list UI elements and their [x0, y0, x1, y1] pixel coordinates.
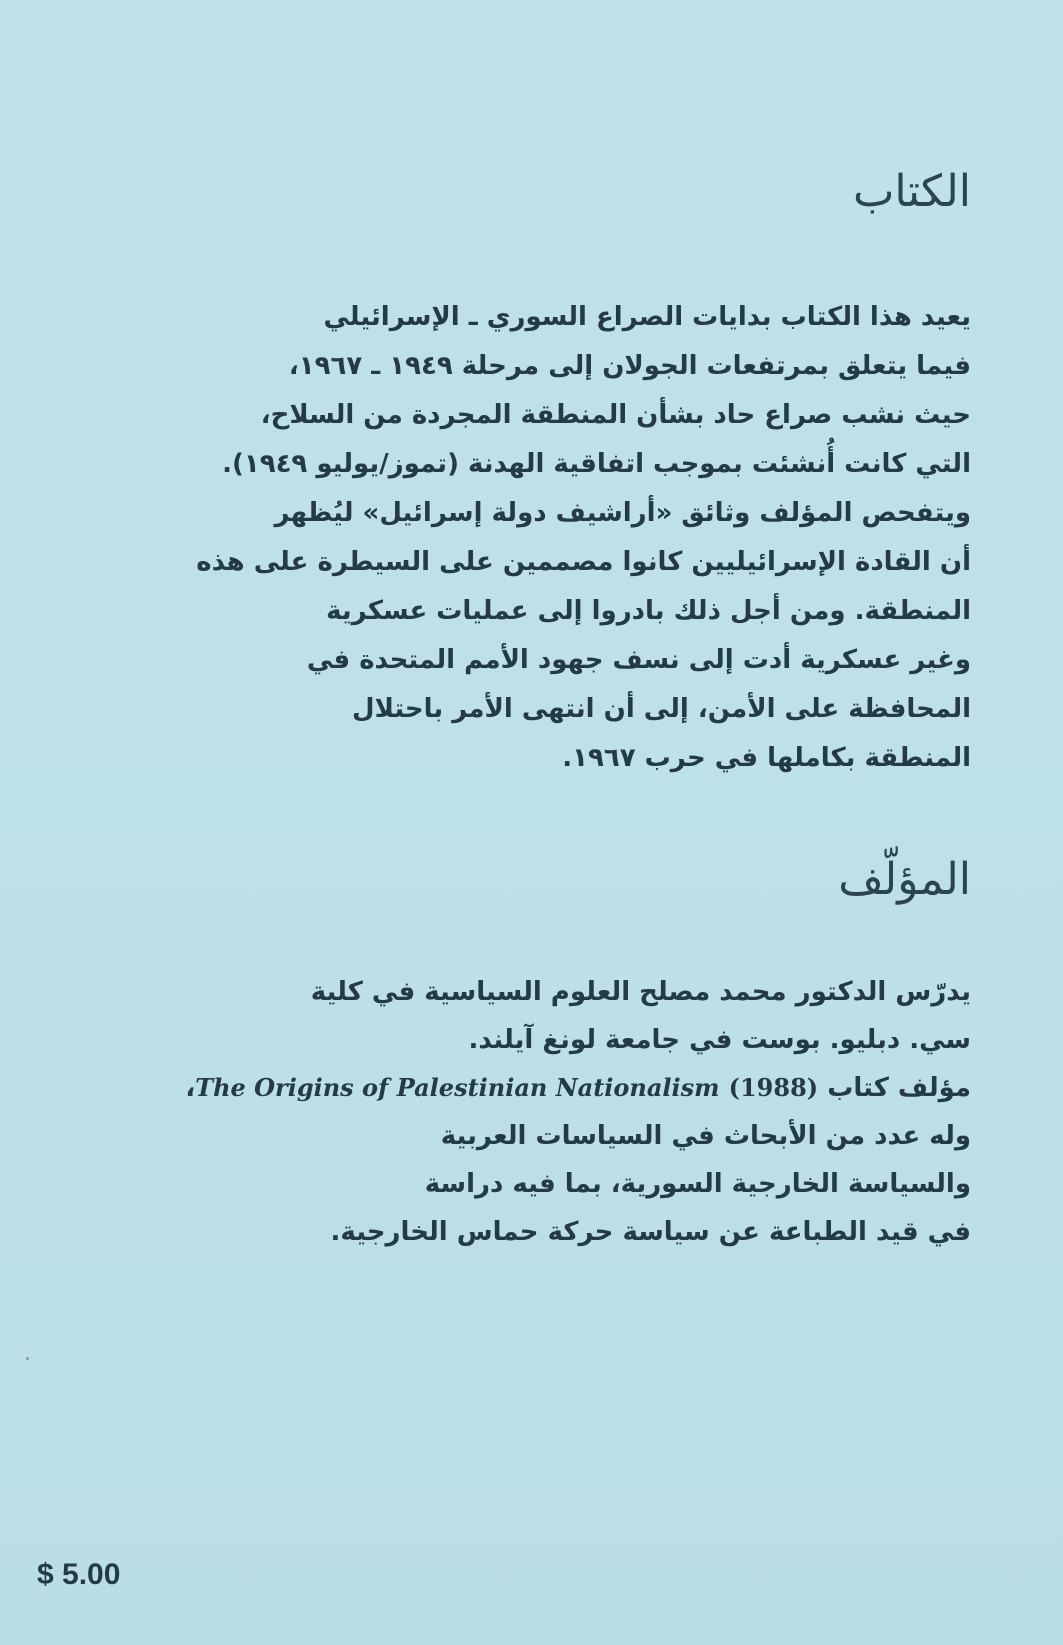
price-label: $ 5.00 — [37, 1558, 121, 1591]
author-line: وله عدد من الأبحاث في السياسات العربية — [440, 1121, 971, 1151]
author-line-suffix: ، — [185, 1073, 196, 1103]
author-line-book-title — [185, 1064, 971, 1112]
book-line: المنطقة. ومن أجل ذلك بادروا إلى عمليات عسكرية — [326, 596, 971, 626]
book-line: المحافظة على الأمن، إلى أن انتهى الأمر باحتلال — [352, 694, 971, 724]
book-line: ويتفحص المؤلف وثائق «أراشيف دولة إسرائيل» ليُظهر — [274, 498, 971, 528]
author-bio — [185, 968, 971, 1256]
book-line: حيث نشب صراع حاد بشأن المنطقة المجردة من السلاح، — [260, 400, 971, 430]
book-line: المنطقة بكاملها في حرب ١٩٦٧. — [562, 743, 971, 773]
book-line: فيما يتعلق بمرتفعات الجولان إلى مرحلة ١٩٤٩ ـ ١٩٦٧، — [288, 351, 971, 381]
author-line: والسياسة الخارجية السورية، بما فيه دراسة — [424, 1169, 971, 1199]
book-line: وغير عسكرية أدت إلى نسف جهود الأمم المتحدة في — [306, 645, 971, 675]
book-title-year: (1988) — [728, 1073, 819, 1102]
author-line: في قيد الطباعة عن سياسة حركة حماس الخارجية. — [330, 1217, 971, 1247]
book-line: التي كانت أُنشئت بموجب اتفاقية الهدنة (تموز/يوليو ١٩٤٩). — [222, 449, 971, 479]
book-line: أن القادة الإسرائيليين كانوا مصممين على السيطرة على هذه — [196, 547, 971, 577]
author-heading: المؤلّف — [838, 854, 971, 905]
author-line: سي. دبليو. بوست في جامعة لونغ آيلند. — [468, 1025, 971, 1055]
author-line: يدرّس الدكتور محمد مصلح العلوم السياسية في كلية — [310, 977, 971, 1007]
author-line-prefix: مؤلف كتاب — [827, 1073, 971, 1103]
paper-speck — [26, 1357, 29, 1360]
book-title-english: The Origins of Palestinian Nationalism — [195, 1073, 720, 1102]
book-heading: الكتاب — [852, 166, 971, 217]
book-line: يعيد هذا الكتاب بدايات الصراع السوري ـ الإسرائيلي — [323, 302, 971, 332]
book-description — [196, 293, 971, 783]
